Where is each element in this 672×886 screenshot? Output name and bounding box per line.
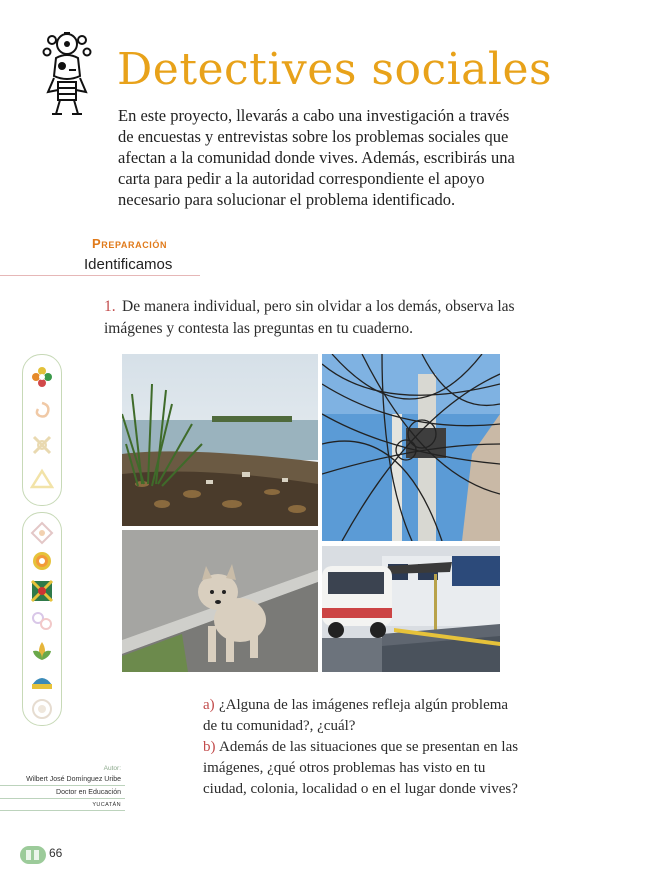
swirl-icon <box>30 609 54 633</box>
question-b-letter: b) <box>203 739 216 755</box>
side-icon-group-bottom <box>22 512 62 726</box>
page-number: 66 <box>49 846 63 860</box>
activity-text: De manera individual, pero sin olvidar a los demás, observa las imágenes y contesta las preguntas en tu cuaderno. <box>104 298 515 337</box>
photo-stray-dog <box>122 530 318 672</box>
flower-icon <box>30 365 54 389</box>
spiral-icon <box>30 399 54 423</box>
diamond-icon <box>30 521 54 545</box>
question-b <box>203 737 523 800</box>
activity-number: 1. <box>104 298 116 315</box>
question-a-letter: a) <box>203 697 215 713</box>
activity-instruction <box>104 296 524 340</box>
intro-paragraph: En este proyecto, llevarás a cabo una investigación a través de encuestas y entrevistas sobre los problemas sociales que afectan a la comunidad donde vives. Además, escribirás una carta para pedir a la autoridad correspondiente el apoyo necesario para solucionar el problema identificado. <box>118 106 515 209</box>
credits-heading: Autor: <box>103 765 121 772</box>
sun-icon <box>30 669 54 693</box>
question-a <box>203 695 523 737</box>
window-icon <box>30 579 54 603</box>
aztec-figure-icon <box>38 30 96 118</box>
question-b-text: Además de las situaciones que se presentan en las imágenes, ¿qué otros problemas has visto en tu ciudad, colonia, localidad o en el lugar donde vives? <box>203 739 519 797</box>
photo-power-lines <box>322 354 500 541</box>
section-divider <box>0 275 200 276</box>
question-a-text: ¿Alguna de las imágenes refleja algún problema de tu comunidad?, ¿cuál? <box>203 697 509 734</box>
credits-degree: Doctor en Educación <box>0 786 125 799</box>
page-title: Detectives sociales <box>117 44 553 95</box>
page-badge-icon <box>20 846 46 864</box>
circle-icon <box>30 697 54 721</box>
lotus-icon <box>30 639 54 663</box>
photo-lake-trash <box>122 354 318 526</box>
credits-state: YUCATÁN <box>0 799 125 811</box>
side-icon-group-top <box>22 354 62 506</box>
pyramid-icon <box>30 467 54 491</box>
section-label: Preparación <box>92 236 168 251</box>
credits-name: Wilbert José Domínguez Uribe <box>0 773 125 786</box>
photo-flooded-street <box>322 546 500 672</box>
ring-icon <box>30 549 54 573</box>
author-credits <box>0 762 125 811</box>
cross-icon <box>30 433 54 457</box>
section-subtitle: Identificamos <box>84 256 173 273</box>
